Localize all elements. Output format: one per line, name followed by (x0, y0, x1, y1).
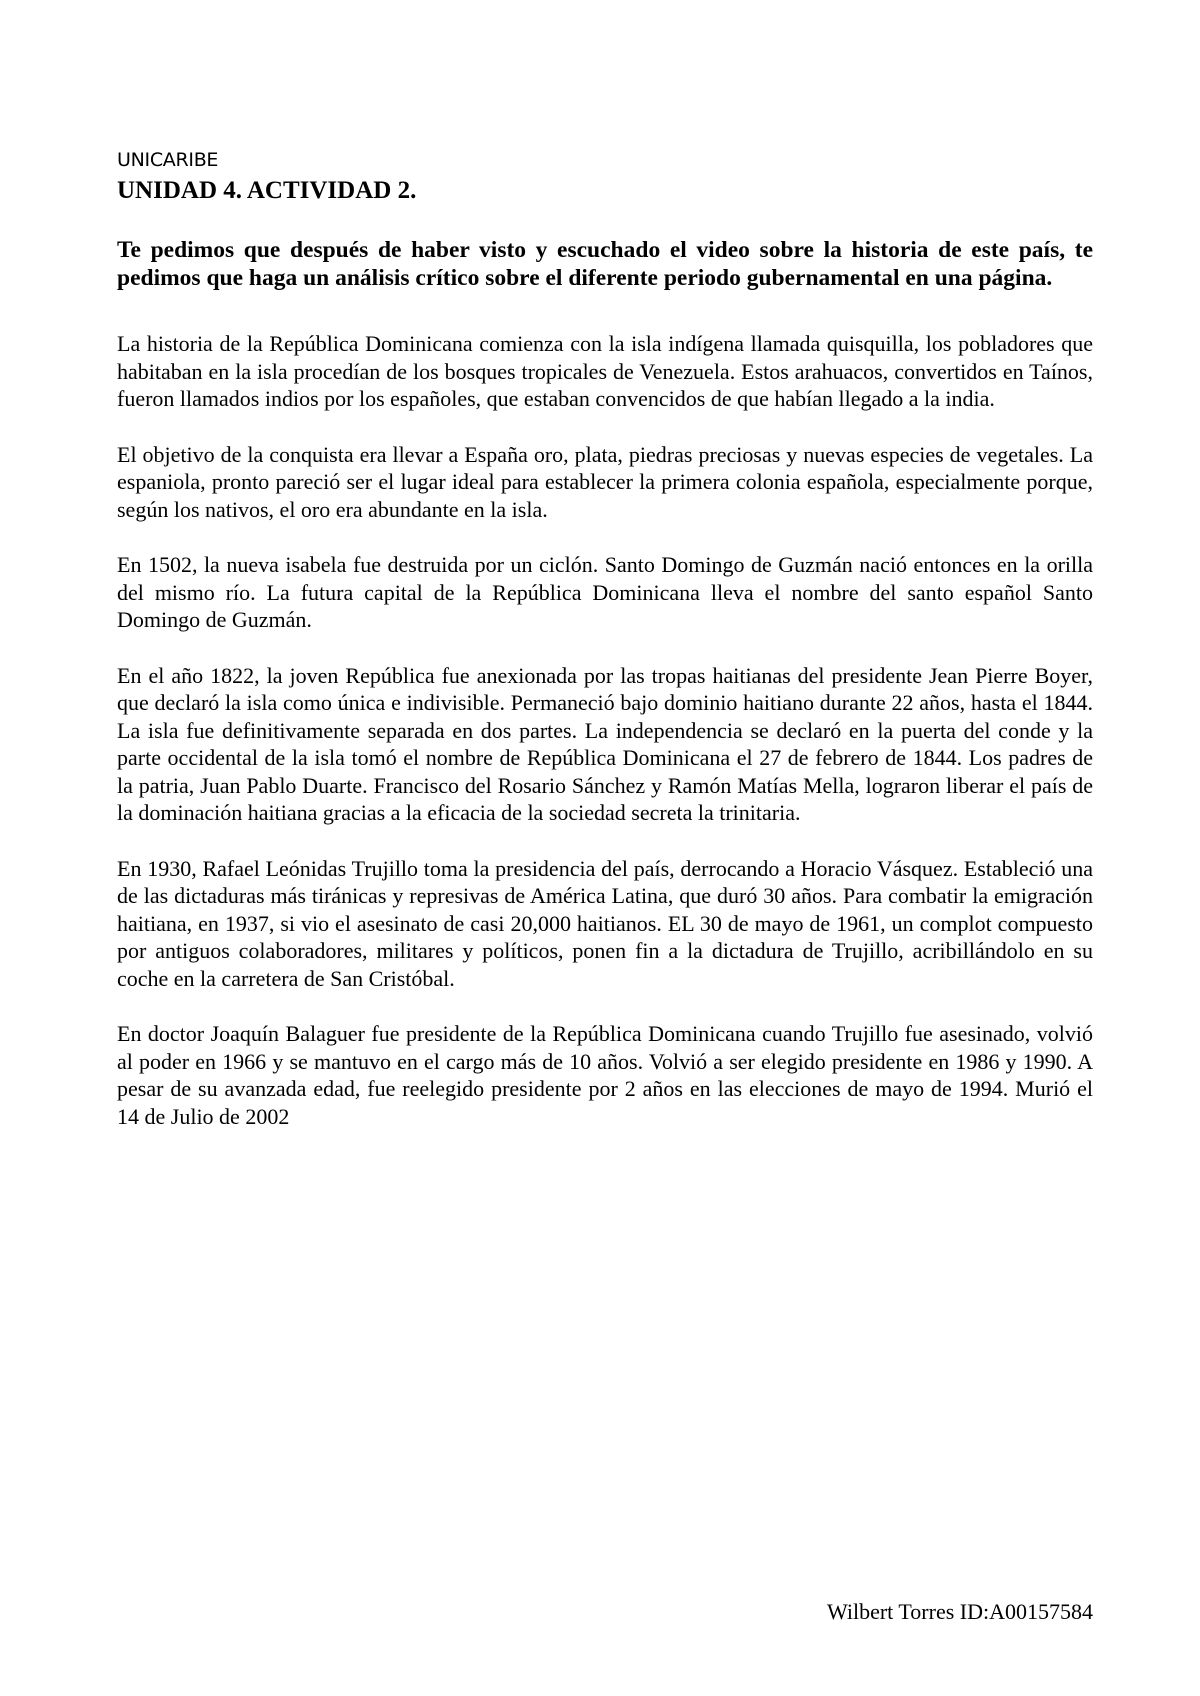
institution-name: UNICARIBE (117, 149, 219, 171)
paragraph-independence: En el año 1822, la joven República fue anexionada por las tropas haitianas del presidente Jean Pierre Boyer, que declaró la isla como única e indivisible. Permaneció bajo dominio haitiano durante 22 años, hasta el 1844. La isla fue definitivamente separada en dos partes. La independencia se declaró en la puerta del conde y la parte occidental de la isla tomó el nombre de República Dominicana el 27 de febrero de 1844. Los padres de la patria, Juan Pablo Duarte. Francisco del Rosario Sánchez y Ramón Matías Mella, lograron liberar el país de la dominación haitiana gracias a la eficacia de la sociedad secreta la trinitaria. (117, 662, 1093, 825)
paragraph-trujillo: En 1930, Rafael Leónidas Trujillo toma la presidencia del país, derrocando a Horacio Vásquez. Estableció una de las dictaduras más tiránicas y represivas de América Latina, que duró 30 años. Para combatir la emigración haitiana, en 1937, si vio el asesinato de casi 20,000 haitianos. EL 30 de mayo de 1961, un complot compuesto por antiguos colaboradores, militares y políticos, ponen fin a la dictadura de Trujillo, acribillándolo en su coche en la carretera de San Cristóbal. (117, 855, 1093, 991)
unit-title: UNIDAD 4. ACTIVIDAD 2. (117, 177, 417, 204)
document-body (117, 148, 1093, 1130)
paragraph-origins: La historia de la República Dominicana comienza con la isla indígena llamada quisquilla, los pobladores que habitaban en la isla procedían de los bosques tropicales de Venezuela. Estos arahuacos, convertidos en Taínos, fueron llamados indios por los españoles, que estaban convencidos de que habían llegado a la india. (117, 331, 1093, 411)
author-signature: Wilbert Torres ID:A00157584 (826, 1599, 1093, 1624)
paragraph-conquest: El objetivo de la conquista era llevar a España oro, plata, piedras preciosas y nuevas especies de vegetales. La espaniola, pronto pareció ser el lugar ideal para establecer la primera colonia española, especialmente porque, según los nativos, el oro era abundante en la isla. (117, 441, 1093, 522)
assignment-prompt: Te pedimos que después de haber visto y escuchado el video sobre la historia de este país, te pedimos que haga un análisis crítico sobre el diferente periodo gubernamental en una página. (117, 237, 1093, 291)
paragraph-santo-domingo: En 1502, la nueva isabela fue destruida por un ciclón. Santo Domingo de Guzmán nació entonces en la orilla del mismo río. La futura capital de la República Dominicana lleva el nombre del santo español Santo Domingo de Guzmán. (117, 552, 1093, 632)
paragraph-balaguer: En doctor Joaquín Balaguer fue presidente de la República Dominicana cuando Trujillo fue asesinado, volvió al poder en 1966 y se mantuvo en el cargo más de 10 años. Volvió a ser elegido presidente en 1986 y 1990. A pesar de su avanzada edad, fue reelegido presidente por 2 años en las elecciones de mayo de 1994. Murió el 14 de Julio de 2002 (117, 1021, 1093, 1129)
